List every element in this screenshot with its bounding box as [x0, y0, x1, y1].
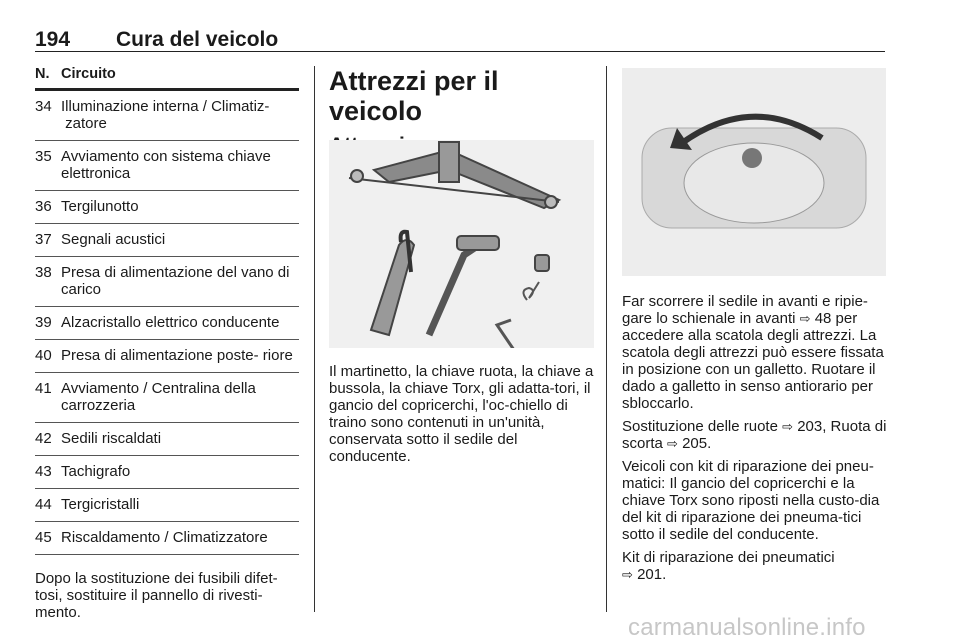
fuse-table-header: [35, 66, 299, 91]
toolbox-instructions: [622, 293, 888, 589]
instruction-paragraph-1: [622, 293, 888, 412]
fuse-circuit: Presa di alimentazione poste- riore: [61, 347, 293, 364]
instruction-paragraph-3: Veicoli con kit di riparazione dei pneu-matici: Il gancio del copricerchi e la chiave Torx sono riposti nella custo-dia del kit di riparazione dei pneuma-tici sotto il sedile del conducente.: [622, 458, 880, 543]
ref-arrow-icon: ⇨: [622, 567, 633, 582]
page-ref-205[interactable]: 205: [682, 435, 708, 452]
wheel-wrench-icon: [429, 245, 479, 335]
column-divider-right: [606, 66, 607, 612]
fuse-number: 42: [35, 430, 52, 447]
ref-arrow-icon: ⇨: [782, 419, 794, 434]
page-number: 194: [35, 28, 71, 51]
header-n: N.: [35, 66, 50, 82]
fuse-number: 38: [35, 264, 52, 281]
fuse-circuit: Sedili riscaldati: [61, 430, 162, 447]
watermark: carmanualsonline.info: [628, 614, 866, 641]
fuse-number: 45: [35, 529, 52, 546]
p4-text-b: .: [662, 566, 667, 583]
fuse-number: 34: [35, 98, 52, 115]
page-ref-48[interactable]: 48: [814, 310, 832, 327]
fuse-number: 36: [35, 198, 52, 215]
fuse-circuit: Alzacristallo elettrico conducente: [61, 314, 280, 331]
instruction-paragraph-4: [622, 549, 888, 583]
table-row: [35, 257, 299, 307]
tools-illustration-svg: [329, 140, 594, 348]
table-row: [35, 373, 299, 423]
fuse-circuit: Presa di alimentazione del vano di carico: [61, 264, 290, 298]
fuse-number: 44: [35, 496, 52, 513]
table-row: [35, 224, 299, 257]
toolbox-illustration: [622, 68, 886, 276]
table-row: [35, 456, 299, 489]
page-title: Cura del veicolo: [116, 28, 279, 51]
fuse-circuit: Avviamento con sistema chiave elettronica: [61, 148, 271, 182]
hubcap-hook-icon: [523, 282, 539, 300]
toolbox-illustration-svg: [622, 68, 886, 276]
instruction-paragraph-2: [622, 418, 888, 452]
header-circuit: Circuito: [61, 66, 116, 82]
fuse-table: [35, 66, 299, 621]
p2-text-c: .: [707, 435, 712, 452]
fuse-number: 41: [35, 380, 52, 397]
p2-text-a: Sostituzione delle ruote: [622, 418, 783, 435]
p2-text-b: , Ruota di scorta: [622, 418, 887, 452]
fuse-circuit: Illuminazione interna / Climatiz- zatore: [61, 98, 270, 132]
fuse-circuit: Riscaldamento / Climatizzatore: [61, 529, 268, 546]
fuse-circuit: Tergicristalli: [61, 496, 140, 513]
table-row: [35, 191, 299, 224]
fuse-number: 40: [35, 347, 52, 364]
column-divider-left: [314, 66, 315, 612]
page-ref-201[interactable]: 201: [637, 566, 663, 583]
fuse-number: 39: [35, 314, 52, 331]
fuse-rows: [35, 91, 299, 555]
page-ref-203[interactable]: 203: [797, 418, 823, 435]
section-heading: Attrezzi per il veicolo: [329, 66, 499, 126]
fuse-circuit: Avviamento / Centralina della carrozzeria: [61, 380, 256, 414]
header-rule: [35, 51, 885, 52]
tools-caption: Il martinetto, la chiave ruota, la chiave a bussola, la chiave Torx, gli adatta-tori, il gancio del copricerchi, l'oc-chiello di traino sono contenuti in un'unità, conservata sotto il sedile del conducente.: [329, 363, 594, 465]
ref-arrow-icon: ⇨: [667, 436, 678, 451]
fuse-circuit: Segnali acustici: [61, 231, 166, 248]
tools-illustration: [329, 140, 594, 348]
table-row: [35, 489, 299, 522]
table-row: [35, 340, 299, 373]
table-row: [35, 423, 299, 456]
table-row: [35, 91, 299, 141]
page-header: [35, 28, 885, 52]
p4-text-a: Kit di riparazione dei pneumatici: [622, 549, 835, 566]
table-row: [35, 522, 299, 555]
torx-key-icon: [497, 320, 514, 348]
fuse-note: Dopo la sostituzione dei fusibili difet-tosi, sostituire il pannello di rivesti-mento.: [35, 570, 278, 621]
ref-arrow-icon: ⇨: [799, 311, 811, 326]
fuse-number: 43: [35, 463, 52, 480]
fuse-number: 35: [35, 148, 52, 165]
fuse-number: 37: [35, 231, 52, 248]
p1-text-b: per accedere alla scatola degli attrezzi. La scatola degli attrezzi può essere fissata in posizione con un galletto. Ruotare il dado a galletto in senso antiorario per sbloccarlo.: [622, 310, 884, 412]
fuse-circuit: Tachigrafo: [61, 463, 131, 480]
table-row: [35, 307, 299, 340]
fuse-circuit: Tergilunotto: [61, 198, 139, 215]
wing-nut-icon: [742, 148, 762, 168]
adapter-icon: [535, 255, 549, 271]
table-row: [35, 141, 299, 191]
p1-text-a: Far scorrere il sedile in avanti e ripie-gare lo schienale in avanti: [622, 293, 868, 327]
